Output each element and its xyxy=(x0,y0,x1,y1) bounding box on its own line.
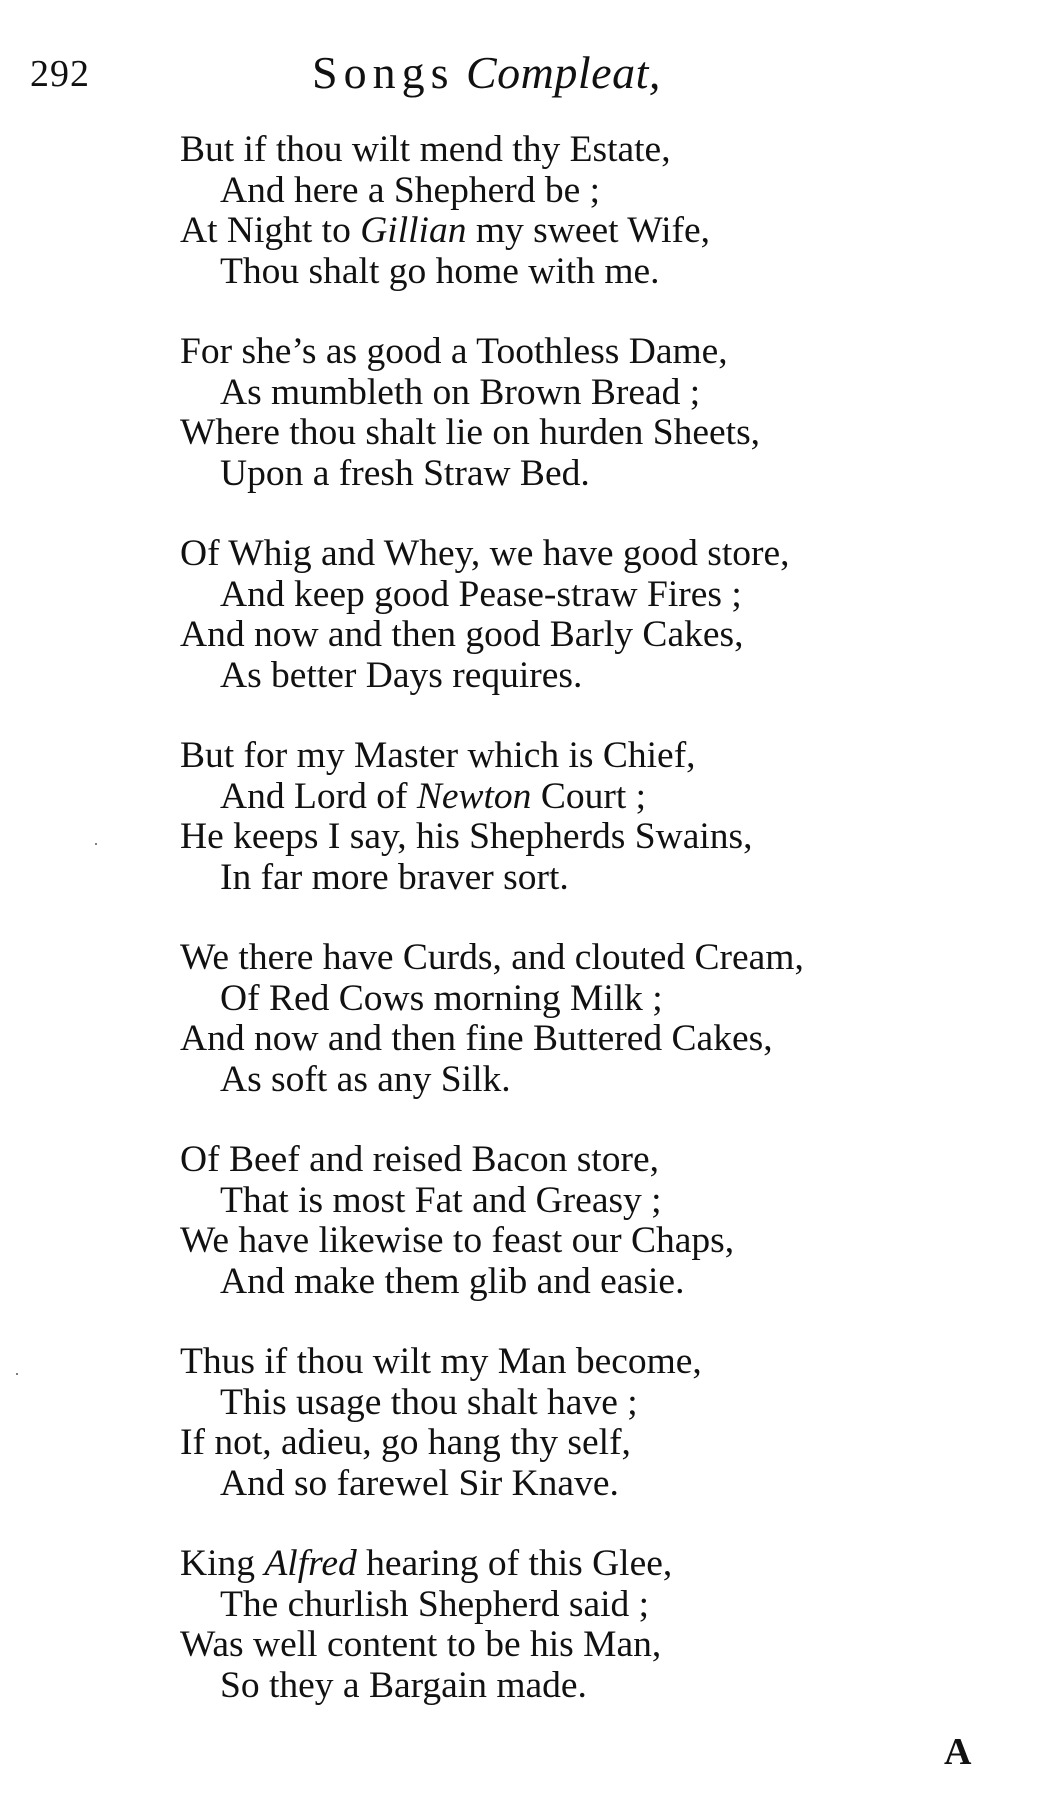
verse-text: Court ; xyxy=(531,775,647,817)
stanza xyxy=(180,736,1000,898)
verse-line: Where thou shalt lie on hurden Sheets, xyxy=(180,412,761,453)
running-head-caps: Songs xyxy=(312,47,455,98)
verse-line: And now and then fine Buttered Cakes, xyxy=(180,1018,773,1059)
page-number: 292 xyxy=(30,53,90,95)
verse-line xyxy=(180,211,1000,252)
verse-line: And now and then good Barly Cakes, xyxy=(180,614,744,655)
stanza xyxy=(180,1342,1000,1504)
verse-text: King xyxy=(180,1543,265,1584)
verse-line: For she’s as good a Toothless Dame, xyxy=(180,331,728,372)
verse-line: As mumbleth on Brown Bread ; xyxy=(220,371,701,413)
verse-line: And keep good Pease-straw Fires ; xyxy=(220,573,742,615)
verse-line: The churlish Shepherd said ; xyxy=(220,1583,650,1625)
verse-line: Of Whig and Whey, we have good store, xyxy=(180,533,790,574)
verse-line: As soft as any Silk. xyxy=(220,1058,511,1100)
verse-line: As better Days requires. xyxy=(220,654,583,696)
verse-line: But for my Master which is Chief, xyxy=(180,735,696,776)
italic-proper-name: Alfred xyxy=(264,1543,357,1584)
verse-line: If not, adieu, go hang thy self, xyxy=(180,1422,631,1463)
verse-text: And Lord of xyxy=(220,775,417,817)
stanza xyxy=(180,938,1000,1100)
verse-line: And make them glib and easie. xyxy=(220,1260,685,1302)
verse-line xyxy=(180,777,1000,818)
verse-line: Thus if thou wilt my Man become, xyxy=(180,1341,702,1382)
verse-line: We there have Curds, and clouted Cream, xyxy=(180,937,804,978)
stanza xyxy=(180,130,1000,292)
verse-line: That is most Fat and Greasy ; xyxy=(220,1179,662,1221)
print-speck xyxy=(16,1373,18,1375)
verse-line: Upon a fresh Straw Bed. xyxy=(220,452,590,494)
verse-line: And so farewel Sir Knave. xyxy=(220,1462,619,1504)
catchword: A xyxy=(944,1731,972,1773)
verse-line: He keeps I say, his Shepherds Swains, xyxy=(180,816,753,857)
verse-line: In far more braver sort. xyxy=(220,856,569,898)
poem xyxy=(180,130,1000,1746)
verse-text: my sweet Wife, xyxy=(466,210,711,251)
running-head xyxy=(312,46,661,99)
stanza xyxy=(180,534,1000,696)
verse-line xyxy=(180,1544,1000,1585)
verse-line: Of Beef and reised Bacon store, xyxy=(180,1139,659,1180)
stanza xyxy=(180,1140,1000,1302)
verse-line: Was well content to be his Man, xyxy=(180,1624,662,1665)
verse-line: This usage thou shalt have ; xyxy=(220,1381,638,1423)
verse-line: Thou shalt go home with me. xyxy=(220,250,660,292)
verse-line: Of Red Cows morning Milk ; xyxy=(220,977,663,1019)
verse-text: hearing of this Glee, xyxy=(356,1543,673,1584)
verse-line: But if thou wilt mend thy Estate, xyxy=(180,129,671,170)
stanza xyxy=(180,1544,1000,1706)
verse-text: At Night to xyxy=(180,210,361,251)
italic-proper-name: Newton xyxy=(416,775,532,817)
verse-line: So they a Bargain made. xyxy=(220,1664,587,1706)
verse-line: We have likewise to feast our Chaps, xyxy=(180,1220,735,1261)
stanza xyxy=(180,332,1000,494)
running-head-italic: Compleat, xyxy=(465,47,661,98)
print-speck xyxy=(95,843,97,845)
italic-proper-name: Gillian xyxy=(360,210,467,251)
verse-line: And here a Shepherd be ; xyxy=(220,169,601,211)
